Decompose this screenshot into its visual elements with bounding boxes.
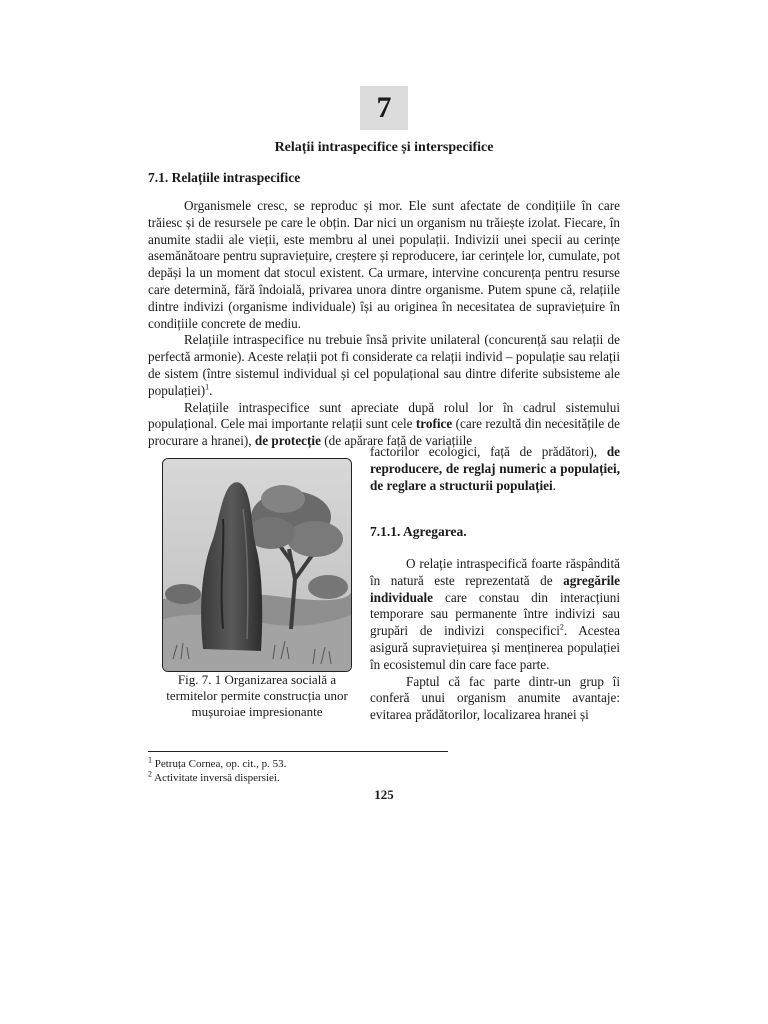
page-number: 125 [374,787,394,802]
subsection-title: 7.1.1. Agregarea. [370,524,467,539]
paragraph-2-text: Relațiile intraspecifice nu trebuie însă privite unilateral (concurență sau relații de perfectă armonie). Aceste relații pot fi considerate ca relații individ – populație sau relații de sistem (între sistemul individual și cel populațional sau dintre diferite subsisteme ale populației) [148,332,620,398]
chapter-title: Relații intraspecifice și interspecifice [274,140,494,155]
agregare-text [370,556,620,724]
footnote-2-marker: 2 [148,769,152,779]
right-column-paragraph [370,444,620,494]
paragraph-3-text-b: (care rezultă din necesitățile de procurare a hranei), [148,416,620,449]
chapter-number-box [360,86,408,130]
figure-caption: Fig. 7. 1 Organizarea socială a termitelor permite construcția unor mușuroiae impresionante [166,672,348,719]
agregare-text-b: care constau din interacțiuni temporare sau permanente între indivizi sau grupări de indivizi conspecifici [370,589,620,639]
right-column-intro [370,444,620,494]
section-title: 7.1. Relațiile intraspecifice [148,170,301,185]
paragraph-3-text-a: Relațiile intraspecifice sunt apreciate după rolul lor în cadrul sistemului populațional. Cele mai importante relații sunt cele [148,399,620,432]
footnote-1-text: Petruța Cornea, op. cit., p. 53. [154,758,287,770]
agregare-paragraph-1 [370,556,620,674]
right-column-text-a: factorilor ecologici, față de prădători), [370,444,607,459]
footnote-1-marker: 1 [148,755,152,765]
agregare-text-c: . Acestea asigură supraviețuirea și menținerea populației în ecosistemul din care face parte. [370,623,620,672]
footnote-ref-1[interactable]: 1 [205,382,210,392]
paragraph-2-end: . [209,382,213,398]
term-trofice: trofice [415,416,453,432]
paragraph-2 [148,332,620,399]
term-agregarile: agregările individuale [370,572,620,605]
agregare-text-a: O relație intraspecifică foarte răspândită în natură este reprezentată de [370,556,620,588]
main-text [148,198,620,450]
term-protectie: de protecție [254,433,321,449]
footnote-2 [148,771,286,785]
footnote-divider [148,751,448,752]
term-reproducere: de reproducere, de reglaj numeric a populației, de reglare a structurii populației [370,444,620,493]
paragraph-1: Organismele cresc, se reproduc și mor. Ele sunt afectate de condițiile în care trăiesc și de resursele pe care le obțin. Dar nici un organism nu trăiește izolat. Fiecare, în anumite stadii ale vieții, este membru al unei populații. Indivizii unei specii au cerințe asemănătoare pentru supraviețuire, creștere și reproducere, iar cerințele lor, cumulate, pot depăși la un moment dat stocul existent. Ca urmare, intervine concurența pentru resurse care determină, fără îndoială, privarea unora dintre organisme. Putem spune că, relațiile dintre indivizi (organisme individuale) își au originea în necesitatea de supraviețuire în condițiile concrete de mediu. [148,198,620,331]
footnote-ref-2[interactable]: 2 [559,622,564,632]
termite-mound-photo [162,458,352,672]
right-column-text-b: . [552,477,556,493]
paragraph-3-text-c: (de apărare față de variațiile [320,433,473,449]
chapter-number: 7 [376,91,392,124]
paragraph-3 [148,400,620,450]
footnote-2-text: Activitate inversă dispersiei. [154,772,280,784]
footnote-1 [148,757,286,771]
footnotes [148,757,286,785]
agregare-paragraph-2: Faptul că fac parte dintr-un grup îi conferă unui organism anumite avantaje: evitarea prădătorilor, localizarea hranei și [370,673,620,723]
